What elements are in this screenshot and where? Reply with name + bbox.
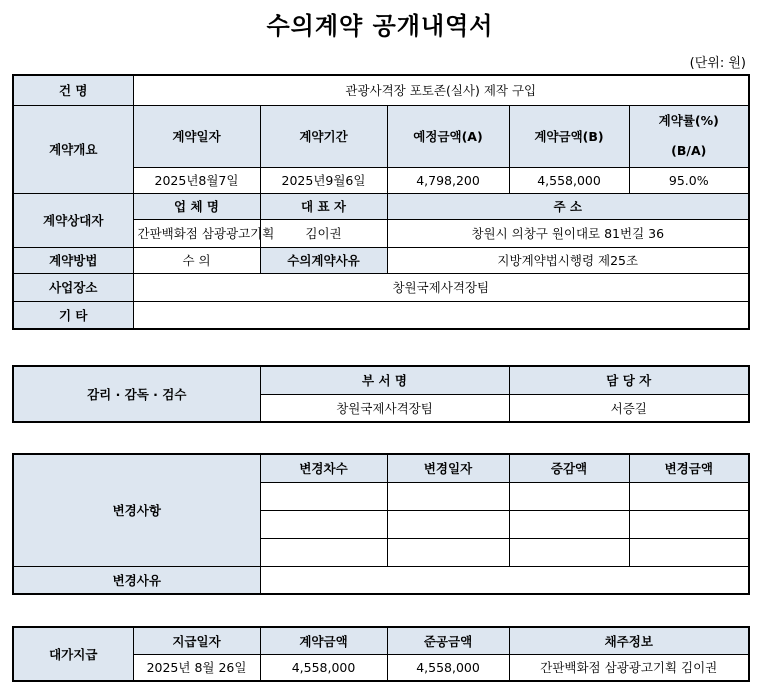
supervision-label: 감리 · 감독 · 검수 [13,366,260,422]
contract-period: 2025년9월6일 [260,167,387,193]
change-date-header: 변경일자 [387,454,509,482]
payment-table [12,626,750,682]
etc-value [133,301,749,329]
company-address: 창원시 의창구 원이대로 81번길 36 [387,219,749,247]
payment-date-header: 지급일자 [133,627,260,654]
payment-amount: 4,558,000 [260,654,387,681]
change-amount-header: 변경금액 [629,454,749,482]
estimate-amount: 4,798,200 [387,167,509,193]
page-title: 수의계약 공개내역서 [266,12,494,40]
estimate-header: 예정금액(A) [387,105,509,167]
person-name: 서증길 [509,394,749,422]
payment-amount-header: 계약금액 [260,627,387,654]
change-round-header: 변경차수 [260,454,387,482]
contract-date-header: 계약일자 [133,105,260,167]
place-label: 사업장소 [13,273,133,301]
change-reason-value [260,566,749,594]
completion-amount-header: 준공금액 [387,627,509,654]
contract-rate: 95.0% [629,167,749,193]
name-label: 건 명 [13,75,133,105]
representative-header: 대 표 자 [260,193,387,219]
changes-label: 변경사항 [13,454,260,566]
rate-header-line1: 계약률(%) [658,113,719,128]
contract-period-header: 계약기간 [260,105,387,167]
business-place: 창원국제사격장팀 [133,273,749,301]
change-delta-header: 증감액 [509,454,629,482]
contract-date: 2025년8월7일 [133,167,260,193]
contract-amount: 4,558,000 [509,167,629,193]
contract-reason: 지방계약법시행령 제25조 [387,247,749,273]
person-header: 담 당 자 [509,366,749,394]
payment-date: 2025년 8월 26일 [133,654,260,681]
method-label: 계약방법 [13,247,133,273]
completion-amount: 4,558,000 [387,654,509,681]
contract-name: 관광사격장 포토존(실사) 제작 구입 [133,75,749,105]
unit-note: (단위: 원) [689,56,746,71]
contract-rate-header [629,105,749,167]
creditor-header: 채주정보 [509,627,749,654]
representative-name: 김이권 [260,219,387,247]
contract-amount-header: 계약금액(B) [509,105,629,167]
supervision-table [12,365,750,423]
company-name: 간판백화점 삼광광고기획 [133,219,260,247]
company-header: 업 체 명 [133,193,260,219]
department-header: 부 서 명 [260,366,509,394]
change-reason-label: 변경사유 [13,566,260,594]
contract-table [12,74,750,330]
changes-table [12,453,750,595]
contract-method: 수 의 [133,247,260,273]
rate-header-line2: (B/A) [671,143,707,158]
party-label: 계약상대자 [13,193,133,247]
payment-label: 대가지급 [13,627,133,681]
etc-label: 기 타 [13,301,133,329]
reason-label: 수의계약사유 [260,247,387,273]
address-header: 주 소 [387,193,749,219]
overview-label: 계약개요 [13,105,133,193]
creditor-info: 간판백화점 삼광광고기획 김이권 [509,654,749,681]
department-name: 창원국제사격장팀 [260,394,509,422]
